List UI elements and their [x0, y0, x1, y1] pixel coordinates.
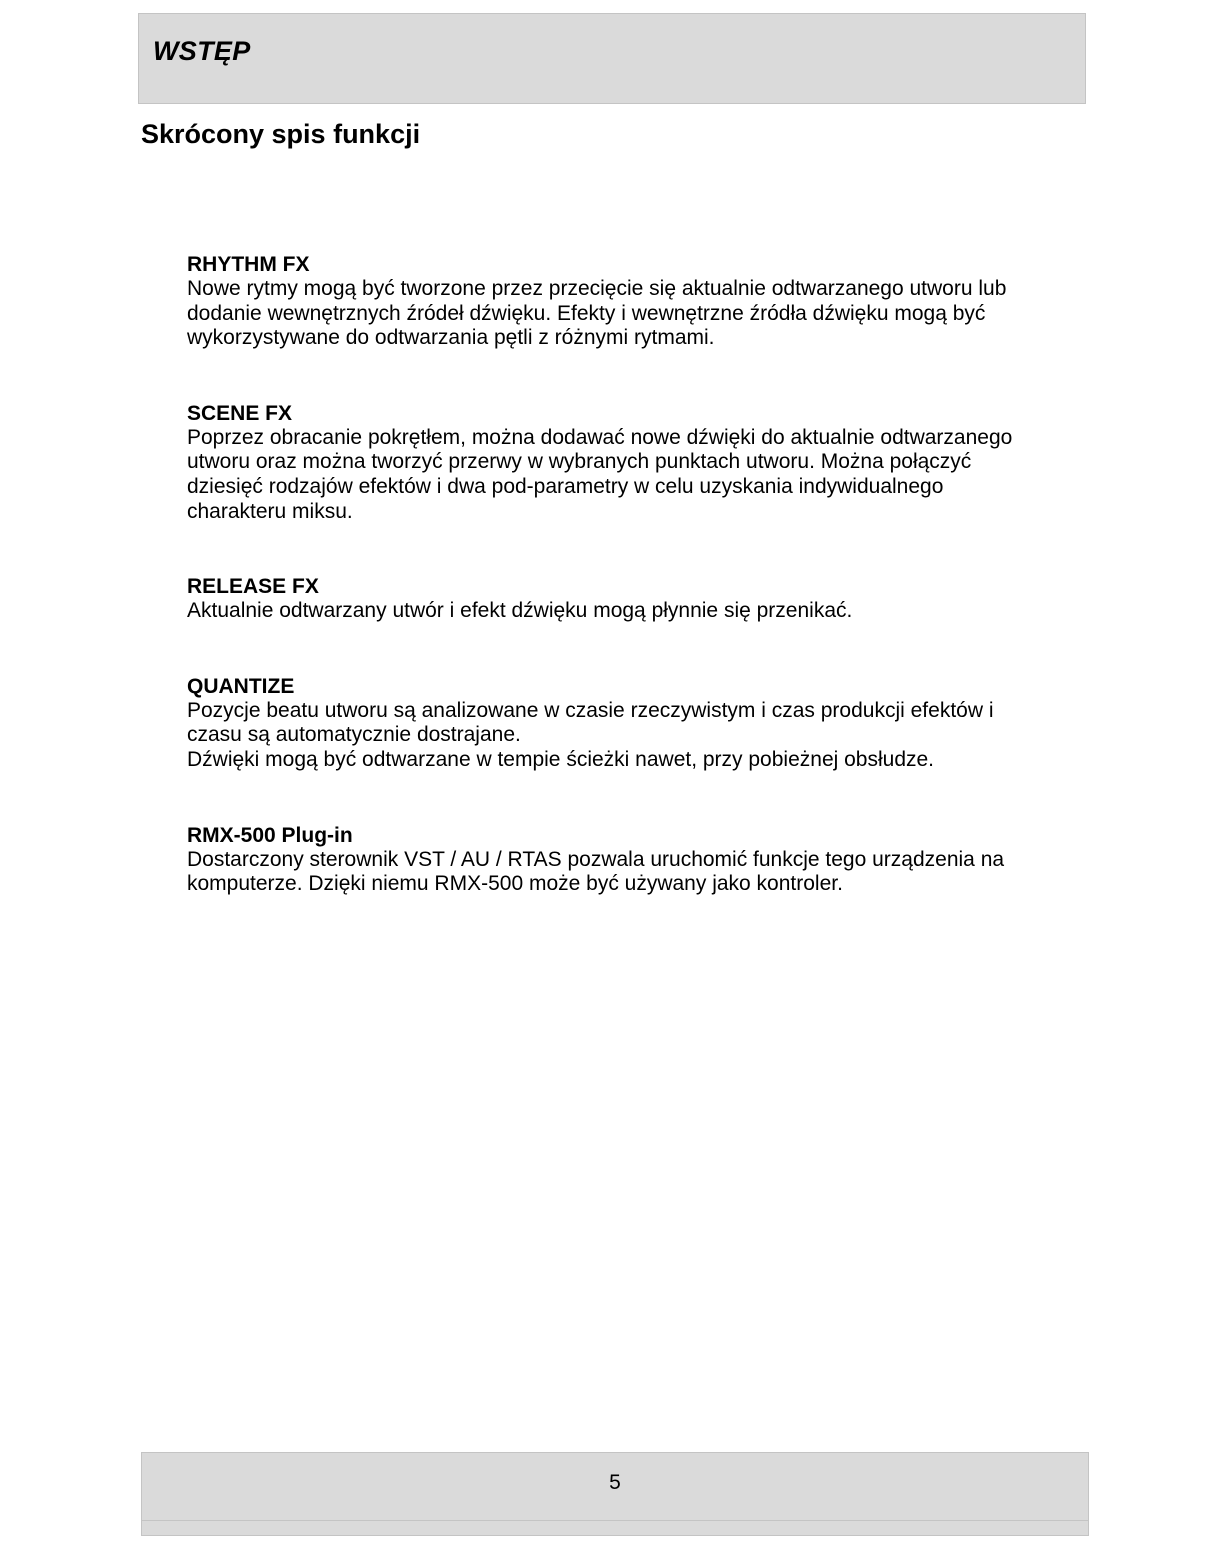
feature-rhythm-fx: [187, 252, 1087, 351]
feature-description: Nowe rytmy mogą być tworzone przez przecięcie się aktualnie odtwarzanego utworu lub dodanie wewnętrznych źródeł dźwięku. Efekty i wewnętrzne źródła dźwięku mogą być wykorzystywane do odtwarzania pętli z różnymi rytmami.: [187, 277, 1007, 350]
feature-title: RHYTHM FX: [187, 253, 310, 276]
feature-release-fx: [187, 574, 1087, 624]
feature-description: Dostarczony sterownik VST / AU / RTAS pozwala uruchomić funkcje tego urządzenia na komputerze. Dzięki niemu RMX-500 może być używany jako kontroler.: [187, 847, 1005, 896]
feature-description: Pozycje beatu utworu są analizowane w czasie rzeczywistym i czas produkcji efektów i czasu są automatycznie dostrajane. Dźwięki mogą być odtwarzane w tempie ścieżki nawet, przy pobieżnej obsłudze.: [187, 698, 994, 771]
header-title: WSTĘP: [153, 36, 251, 66]
footer-divider: [142, 1520, 1088, 1521]
feature-description: Aktualnie odtwarzany utwór i efekt dźwięku mogą płynnie się przenikać.: [187, 599, 853, 623]
feature-quantize: [187, 674, 1087, 773]
page-number: 5: [609, 1471, 621, 1494]
feature-description: Poprzez obracanie pokrętłem, można dodawać nowe dźwięki do aktualnie odtwarzanego utworu oraz można tworzyć przerwy w wybranych punktach utworu. Można połączyć dziesięć rodzajów efektów i dwa pod-parametry w celu uzyskania indywidualnego charakteru miksu.: [187, 425, 1013, 523]
section-title: Skrócony spis funkcji: [141, 119, 421, 149]
feature-title: RELEASE FX: [187, 575, 319, 599]
feature-rmx-500-plugin: [187, 823, 1087, 897]
feature-title: RMX-500 Plug-in: [187, 823, 353, 847]
footer-bar: [141, 1452, 1089, 1536]
feature-title: QUANTIZE: [187, 674, 295, 698]
feature-title: SCENE FX: [187, 401, 293, 425]
feature-scene-fx: [187, 401, 1087, 524]
feature-list: [187, 252, 1087, 947]
header-bar: [138, 13, 1086, 104]
